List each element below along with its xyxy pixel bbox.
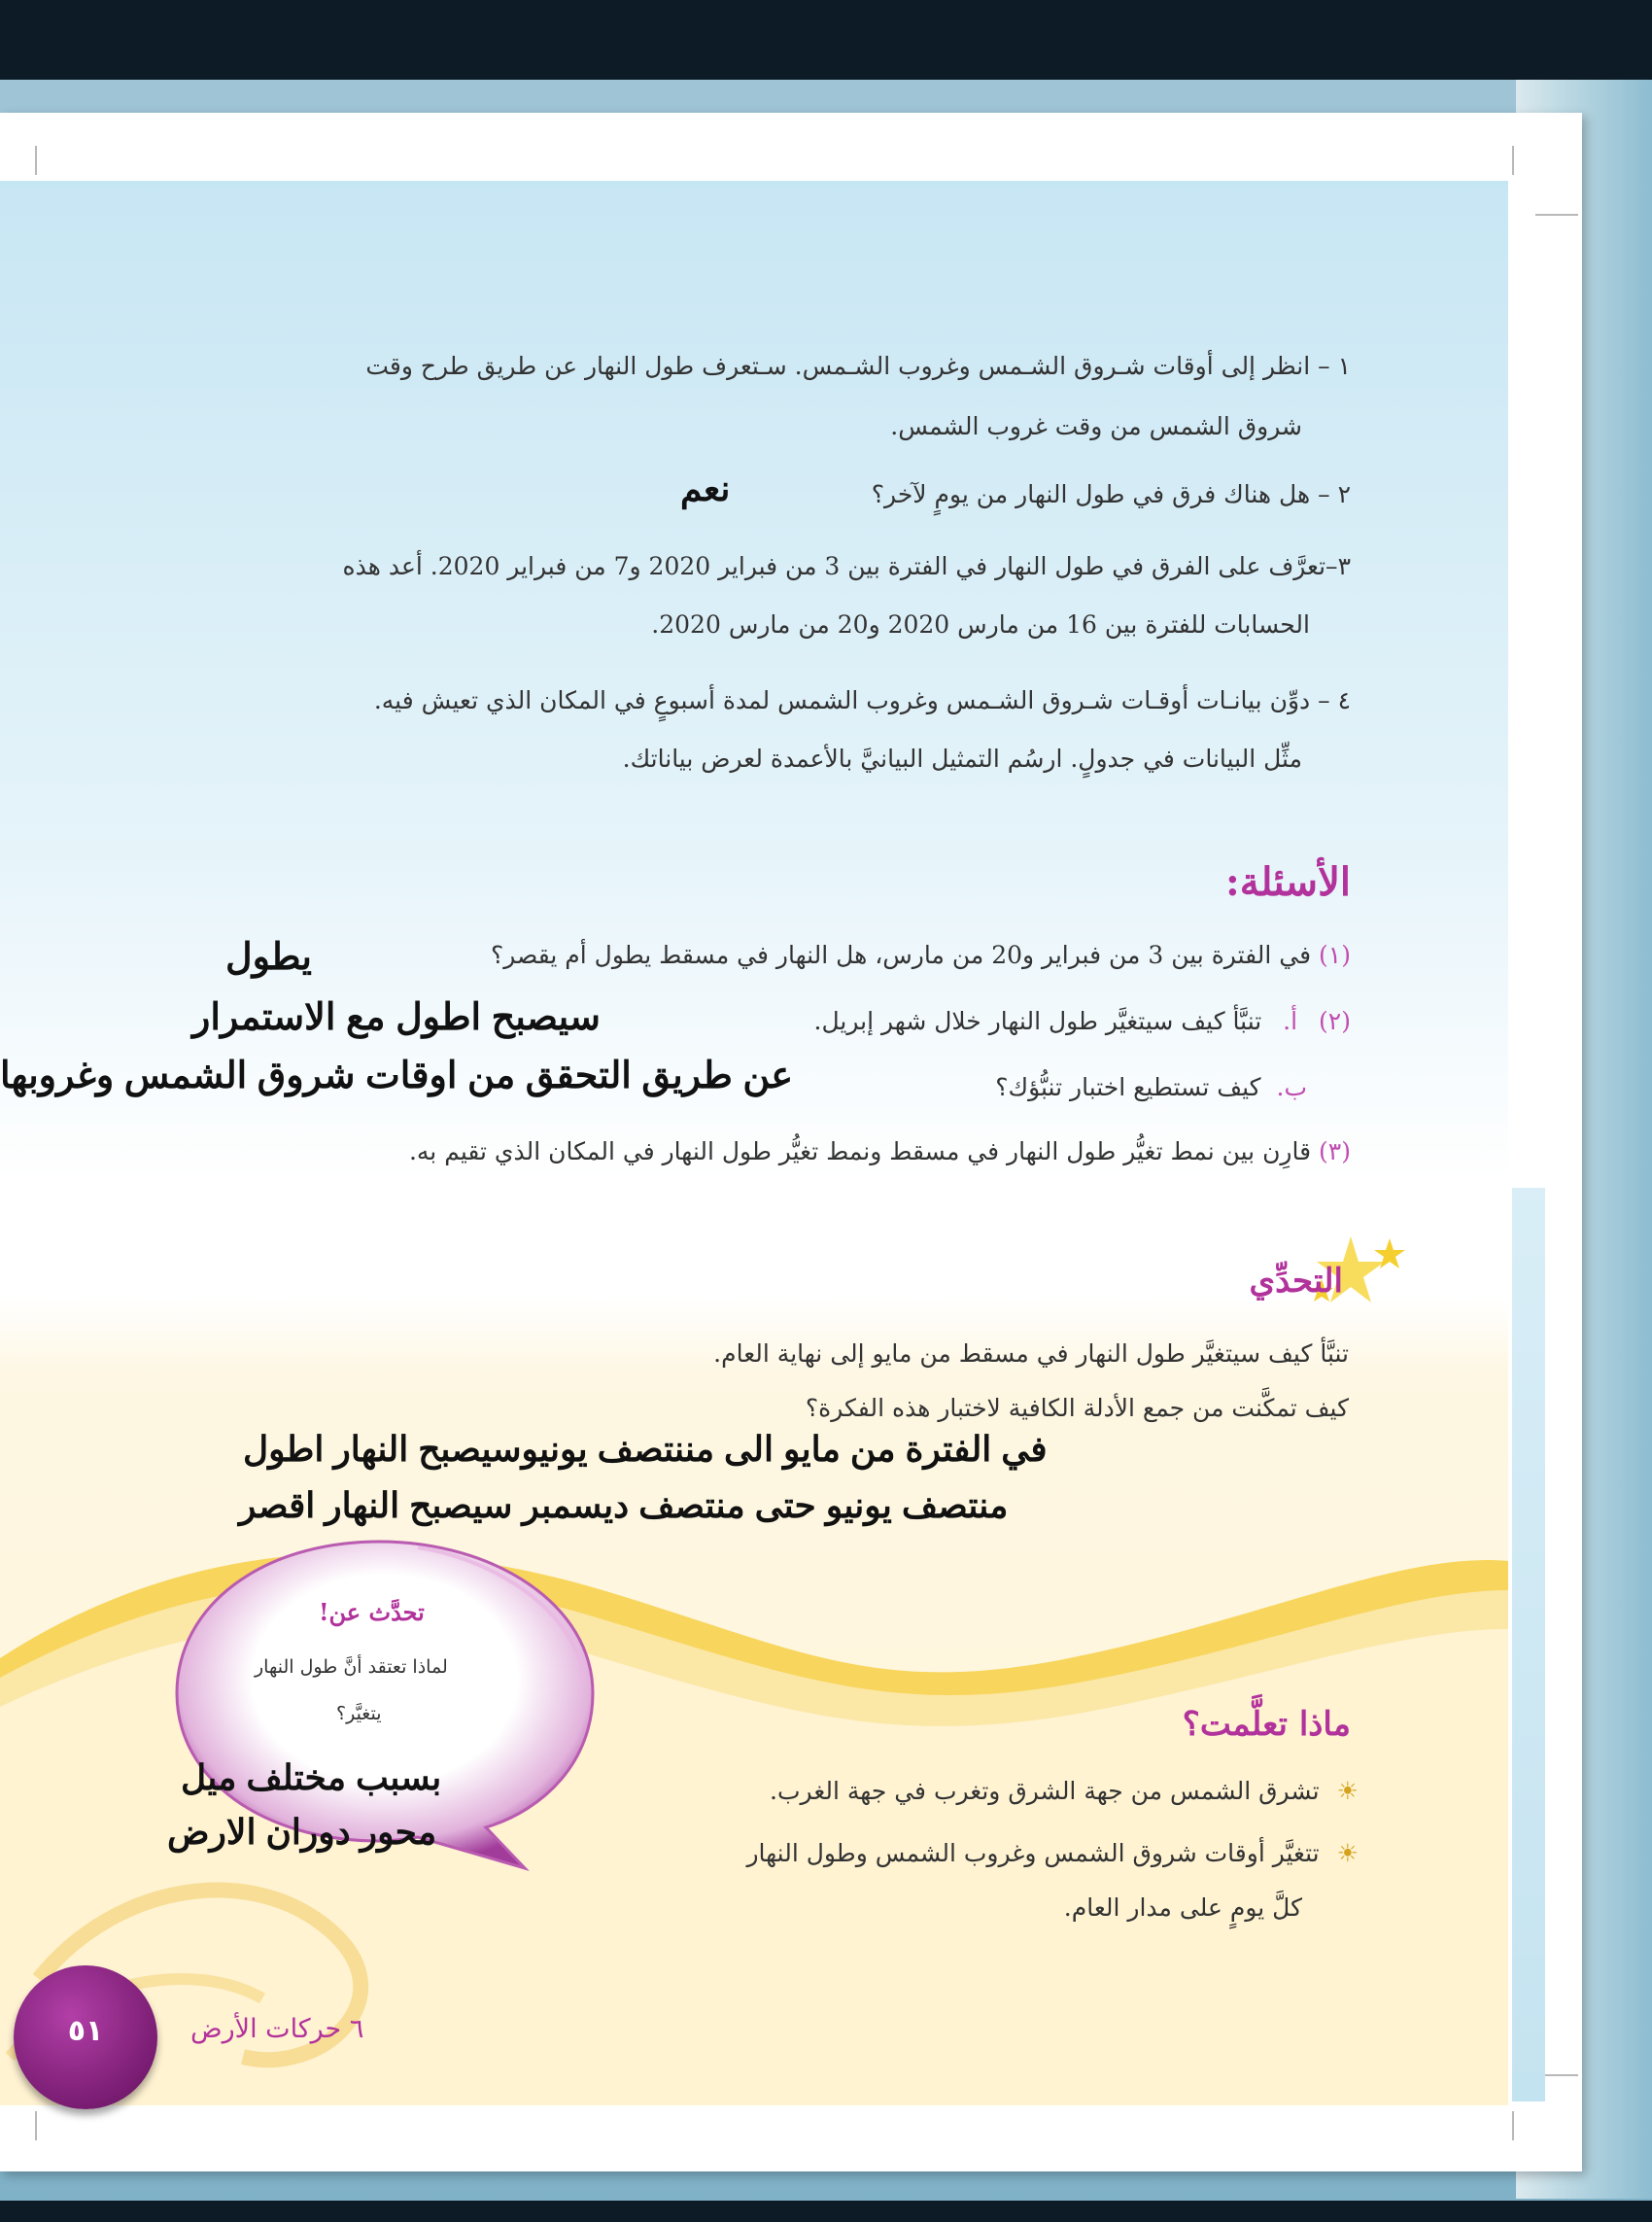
question-2b-text: كيف تستطيع اختبار تنبُّؤك؟ xyxy=(995,1073,1261,1101)
crop-mark xyxy=(1535,214,1578,216)
learned-bullet-1 xyxy=(770,1777,1359,1805)
challenge-line-2: كيف تمكَّنت من جمع الأدلة الكافية لاختبار هذه الفكرة؟ xyxy=(805,1394,1349,1422)
answer-question-2a: سيصبح اطول مع الاستمرار xyxy=(192,997,601,1038)
question-2a-label: أ. xyxy=(1283,1007,1298,1035)
crop-mark xyxy=(1512,2111,1514,2140)
challenge-answer-line-2: منتصف يونيو حتى منتصف ديسمبر سيصبح النهار اقصر xyxy=(239,1485,1009,1525)
activity-item-3-line-2: الحسابات للفترة بين 16 من مارس 2020 و20 من مارس 2020. xyxy=(651,610,1310,639)
question-2a xyxy=(814,1007,1351,1035)
activity-item-3-line-1: ٣–تعرَّف على الفرق في طول النهار في الفترة بين 3 من فبراير 2020 و7 من فبراير 2020. أعد هذه xyxy=(342,552,1351,580)
right-blue-strip xyxy=(1512,1188,1545,2101)
talk-heading: تحدَّث عن! xyxy=(319,1598,425,1626)
question-3 xyxy=(409,1137,1351,1165)
talk-answer-line-1: بسبب مختلف ميل xyxy=(181,1757,442,1797)
activity-item-4-line-2: مثِّل البيانات في جدولٍ. ارسُم التمثيل البيانيَّ بالأعمدة لعرض بياناتك. xyxy=(622,745,1302,773)
crop-mark xyxy=(1512,146,1514,175)
answer-item-2: نعم xyxy=(680,469,731,508)
bullet-icon: ☀ xyxy=(1336,1777,1359,1805)
question-3-text: قارِن بين نمط تغيُّر طول النهار في مسقط ونمط تغيُّر طول النهار في المكان الذي تقيم به. xyxy=(408,1137,1312,1165)
chapter-footer: ٦ حركات الأرض xyxy=(190,2014,364,2044)
question-2b-label: ب. xyxy=(1276,1073,1307,1101)
learned-bullet-1-text: تشرق الشمس من جهة الشرق وتغرب في جهة الغرب. xyxy=(770,1777,1320,1805)
question-3-number: (٣) xyxy=(1319,1137,1351,1165)
question-2-number: (٢) xyxy=(1319,1007,1351,1035)
talk-line-2: يتغيَّر؟ xyxy=(336,1703,382,1724)
bullet-icon: ☀ xyxy=(1336,1839,1359,1867)
question-2a-text: تنبَّأ كيف سيتغيَّر طول النهار خلال شهر إبريل. xyxy=(813,1007,1262,1035)
answer-question-1: يطول xyxy=(225,937,312,978)
crop-mark xyxy=(35,146,37,175)
top-dark-bar xyxy=(0,0,1652,80)
talk-answer-line-2: محور دوران الارض xyxy=(167,1812,437,1852)
challenge-line-1: تنبَّأ كيف سيتغيَّر طول النهار في مسقط من مايو إلى نهاية العام. xyxy=(713,1339,1349,1368)
activity-item-1-line-2: شروق الشمس من وقت غروب الشمس. xyxy=(890,412,1302,440)
talk-line-1: لماذا تعتقد أنَّ طول النهار xyxy=(255,1656,448,1678)
learned-bullet-2-text: تتغيَّر أوقات شروق الشمس وغروب الشمس وطول النهار xyxy=(746,1839,1320,1867)
bottom-dark-bar xyxy=(0,2201,1652,2222)
learned-heading: ماذا تعلَّمت؟ xyxy=(1182,1705,1351,1744)
crop-mark xyxy=(35,2111,37,2140)
question-1-number: (١) xyxy=(1319,941,1351,969)
activity-item-1-line-1: ١ – انظر إلى أوقات شـروق الشـمس وغروب الشـمس. سـتعرف طول النهار عن طريق طرح وقت xyxy=(365,352,1351,380)
learned-bullet-2 xyxy=(746,1839,1359,1867)
activity-item-4-line-1: ٤ – دوِّن بيانـات أوقـات شـروق الشـمس وغروب الشمس لمدة أسبوعٍ في المكان الذي تعيش فيه. xyxy=(373,686,1351,714)
question-1 xyxy=(491,941,1351,969)
questions-heading: الأسئلة: xyxy=(1225,859,1351,905)
question-1-text: في الفترة بين 3 من فبراير و20 من مارس، هل النهار في مسقط يطول أم يقصر؟ xyxy=(490,941,1312,969)
answer-question-2b: عن طريق التحقق من اوقات شروق الشمس وغروبها xyxy=(0,1056,794,1096)
question-2b xyxy=(995,1073,1307,1101)
challenge-answer-line-1: في الفترة من مايو الى مننتصف يونيوسيصبح النهار اطول xyxy=(243,1429,1048,1469)
challenge-heading: التحدِّي xyxy=(1249,1262,1343,1301)
page-number: ٥١ xyxy=(67,2014,104,2048)
learned-bullet-2-line-2: كلَّ يومٍ على مدار العام. xyxy=(1063,1893,1302,1922)
activity-item-2: ٢ – هل هناك فرق في طول النهار من يومٍ لآخر؟ xyxy=(871,480,1351,508)
